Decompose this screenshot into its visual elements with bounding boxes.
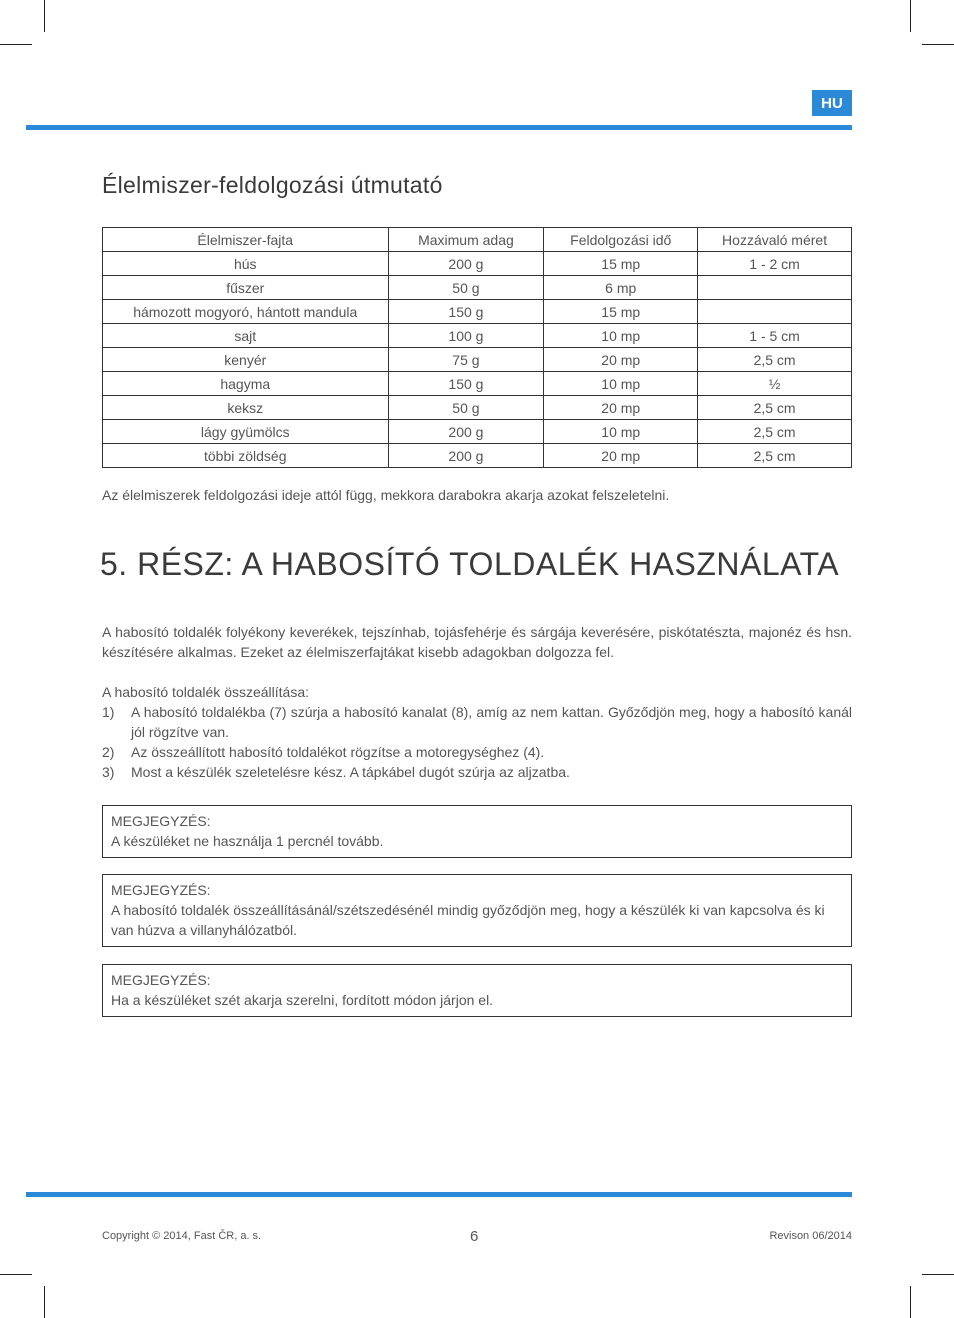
note-box xyxy=(102,874,852,947)
note-text: Ha a készüléket szét akarja szerelni, fordított módon járjon el. xyxy=(111,992,494,1008)
crop-mark xyxy=(44,0,45,32)
table-row xyxy=(103,252,852,276)
section-title: Élelmiszer-feldolgozási útmutató xyxy=(102,172,443,198)
table-cell: 20 mp xyxy=(544,396,698,420)
table-cell: 150 g xyxy=(388,300,544,324)
crop-mark xyxy=(922,1274,954,1275)
page-number: 6 xyxy=(470,1228,479,1245)
table-cell: 100 g xyxy=(388,324,544,348)
column-header: Feldolgozási idő xyxy=(544,228,698,252)
crop-mark xyxy=(910,1286,911,1318)
intro-paragraph: A habosító toldalék folyékony keverékek, tejszínhab, tojásfehérje és sárgája keverésére, piskótatészta, majonéz és hsn. készítésére alkalmas. Ezeket az élelmiszerfajtákat kisebb adagokban dolgozza fel. xyxy=(102,624,852,660)
step-text: Az összeállított habosító toldalékot rögzítse a motoregységhez (4). xyxy=(131,744,545,760)
assembly-title: A habosító toldalék összeállítása: xyxy=(102,684,310,700)
footer-revision: Revison 06/2014 xyxy=(769,1230,852,1242)
crop-mark xyxy=(910,0,911,32)
table-cell xyxy=(698,276,852,300)
column-header: Maximum adag xyxy=(388,228,544,252)
table-cell: 150 g xyxy=(388,372,544,396)
note-label: MEGJEGYZÉS: xyxy=(111,972,211,988)
step-number: 1) xyxy=(102,704,115,720)
table-cell xyxy=(698,300,852,324)
table-cell: 2,5 cm xyxy=(698,396,852,420)
assembly-steps xyxy=(102,702,852,782)
table-cell: 15 mp xyxy=(544,252,698,276)
table-cell: 200 g xyxy=(388,444,544,468)
note-text: A habosító toldalék összeállításánál/szétszedésénél mindig győződjön meg, hogy a készülék ki van kapcsolva és ki van húzva a villanyhálózatból. xyxy=(111,902,825,938)
note-box xyxy=(102,964,852,1017)
table-cell: 200 g xyxy=(388,252,544,276)
table-note: Az élelmiszerek feldolgozási ideje attól függ, mekkora darabokra akarja azokat felszeletelni. xyxy=(102,487,670,503)
table-cell: sajt xyxy=(103,324,389,348)
table-row xyxy=(103,300,852,324)
part-title: 5. RÉSZ: A HABOSÍTÓ TOLDALÉK HASZNÁLATA xyxy=(100,546,840,582)
table-cell: 200 g xyxy=(388,420,544,444)
step-text: A habosító toldalékba (7) szúrja a habosító kanalat (8), amíg az nem kattan. Győződjön meg, hogy a habosító kanál jól rögzítve van. xyxy=(131,704,852,740)
crop-mark xyxy=(44,1286,45,1318)
list-item xyxy=(102,742,852,762)
table-row xyxy=(103,420,852,444)
column-header: Hozzávaló méret xyxy=(698,228,852,252)
note-label: MEGJEGYZÉS: xyxy=(111,813,211,829)
table-row xyxy=(103,396,852,420)
table-row xyxy=(103,444,852,468)
table-cell: 15 mp xyxy=(544,300,698,324)
table-cell: 10 mp xyxy=(544,420,698,444)
table-cell: többi zöldség xyxy=(103,444,389,468)
table-row xyxy=(103,324,852,348)
table-cell: 20 mp xyxy=(544,444,698,468)
table-cell: 50 g xyxy=(388,276,544,300)
table-cell: 2,5 cm xyxy=(698,348,852,372)
column-header: Élelmiszer-fajta xyxy=(103,228,389,252)
table-cell: 10 mp xyxy=(544,372,698,396)
table-cell: 1 - 5 cm xyxy=(698,324,852,348)
table-cell: 50 g xyxy=(388,396,544,420)
table-row xyxy=(103,276,852,300)
table-cell: keksz xyxy=(103,396,389,420)
table-cell: kenyér xyxy=(103,348,389,372)
step-number: 3) xyxy=(102,764,115,780)
table-cell: ½ xyxy=(698,372,852,396)
list-item xyxy=(102,702,852,742)
table-cell: 2,5 cm xyxy=(698,420,852,444)
step-number: 2) xyxy=(102,744,115,760)
crop-mark xyxy=(0,44,32,45)
note-text: A készüléket ne használja 1 percnél tovább. xyxy=(111,833,384,849)
table-cell: lágy gyümölcs xyxy=(103,420,389,444)
footer-rule xyxy=(26,1192,852,1197)
table-cell: hámozott mogyoró, hántott mandula xyxy=(103,300,389,324)
crop-mark xyxy=(922,44,954,45)
table-cell: 75 g xyxy=(388,348,544,372)
table-cell: 1 - 2 cm xyxy=(698,252,852,276)
table-cell: 20 mp xyxy=(544,348,698,372)
table-row xyxy=(103,372,852,396)
footer-copyright: Copyright © 2014, Fast ČR, a. s. xyxy=(102,1230,262,1242)
table-cell: hagyma xyxy=(103,372,389,396)
crop-mark xyxy=(0,1274,32,1275)
list-item xyxy=(102,762,852,782)
note-box xyxy=(102,805,852,858)
table-cell: 10 mp xyxy=(544,324,698,348)
step-text: Most a készülék szeletelésre kész. A tápkábel dugót szúrja az aljzatba. xyxy=(131,764,570,780)
table-cell: 2,5 cm xyxy=(698,444,852,468)
table-header-row xyxy=(103,228,852,252)
table-row xyxy=(103,348,852,372)
note-label: MEGJEGYZÉS: xyxy=(111,882,211,898)
table-cell: fűszer xyxy=(103,276,389,300)
food-processing-table xyxy=(102,227,852,468)
header-rule xyxy=(26,125,852,130)
table-cell: hús xyxy=(103,252,389,276)
table-cell: 6 mp xyxy=(544,276,698,300)
language-badge: HU xyxy=(812,90,852,116)
